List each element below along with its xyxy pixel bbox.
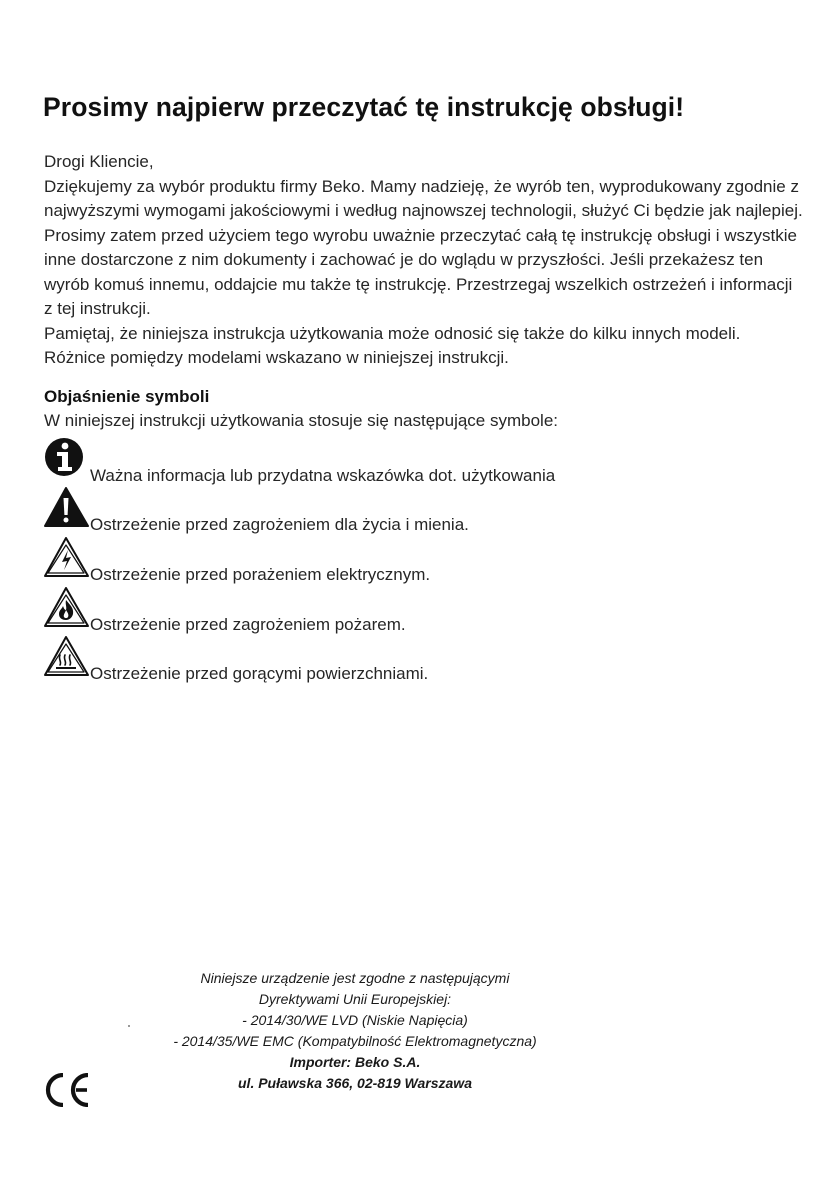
ce-mark-icon [43,1073,93,1107]
footer-line: Niniejsze urządzenie jest zgodne z następującymi [200,970,510,986]
greeting: Drogi Kliencie, [44,152,154,171]
symbols-intro: W niniejszej instrukcji użytkowania stosuje się następujące symbole: [44,411,559,430]
symbol-text-info: Ważna informacja lub przydatna wskazówka dot. użytkowania [90,466,556,485]
symbol-text-fire: Ostrzeżenie przed zagrożeniem pożarem. [90,615,406,634]
symbol-text-warning: Ostrzeżenie przed zagrożeniem dla życia i mienia. [90,515,469,534]
page-title: Prosimy najpierw przeczytać tę instrukcję obsługi! [43,92,685,122]
symbol-item-hot-surface [44,634,744,684]
symbol-item-electric [44,535,744,585]
hot-surface-icon [44,634,90,678]
warning-icon [44,485,90,529]
footer-line: Dyrektywami Unii Europejskiej: [258,991,452,1007]
symbol-item-warning [44,485,744,535]
footer-line: - 2014/35/WE EMC (Kompatybilność Elektromagnetyczna) [173,1033,537,1049]
intro-paragraph: Dziękujemy za wybór produktu firmy Beko. Mamy nadzieję, że wyrób ten, wyprodukowany zgodnie z najwyższymi wymogami jakościowymi i według najnowszej technologii, służyć Ci będzie jak najlepiej. Prosimy zatem przed użyciem tego wyrobu uważnie przeczytać całą tę instrukcję obsługi i wszystkie inne dostarczone z nim dokumenty i zachować je do wglądu w przyszłości. Jeśli przekażesz ten wyrób komuś innemu, oddajcie mu także tę instrukcję. Przestrzegaj wszelkich ostrzeżeń i informacji z tej instrukcji. [44,176,803,318]
symbols-heading: Objaśnienie symboli [44,387,210,406]
fire-hazard-icon [44,585,90,629]
intro-section [44,150,804,371]
symbol-text-electric: Ostrzeżenie przed porażeniem elektrycznym. [90,565,431,584]
info-icon [44,436,86,478]
electric-shock-icon [44,535,90,579]
note-paragraph: Pamiętaj, że niniejsza instrukcja użytkowania może odnosić się także do kilku innych modeli. Różnice pomiędzy modelami wskazano w niniejszej instrukcji. [44,323,741,367]
symbol-item-info [44,436,744,486]
symbol-item-fire [44,585,744,635]
symbol-text-hot-surface: Ostrzeżenie przed gorącymi powierzchniami. [90,664,429,683]
footer-line: - 2014/30/WE LVD (Niskie Napięcia) [242,1012,468,1028]
importer-address: ul. Puławska 366, 02-819 Warszawa [238,1075,472,1091]
importer-name: Importer: Beko S.A. [289,1054,421,1070]
compliance-footer [120,968,590,1094]
